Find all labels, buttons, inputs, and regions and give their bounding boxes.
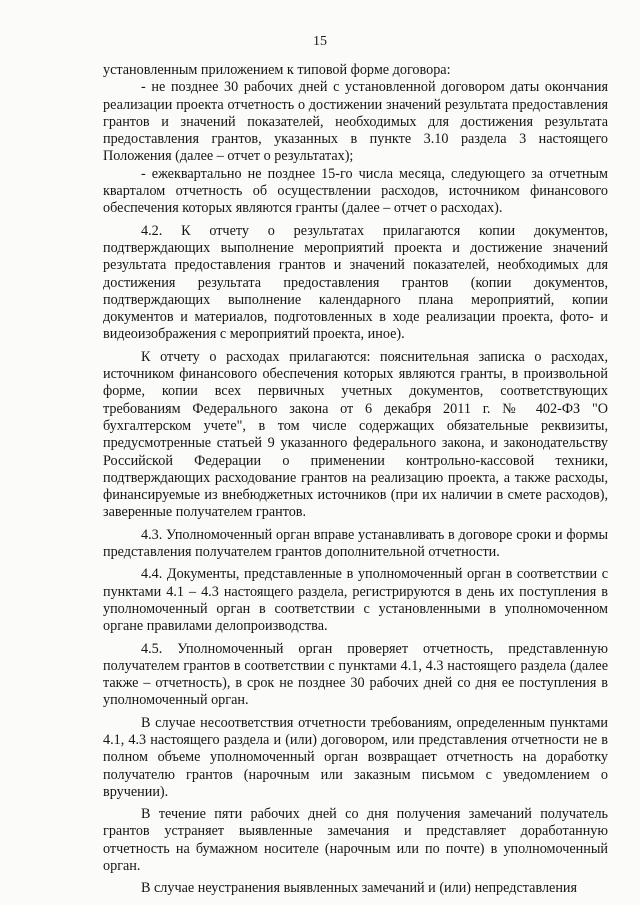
paragraph-five-days: В течение пяти рабочих дней со дня получения замечаний получатель грантов устраняет выявленные замечания и представляет доработанную отчетность на бумажном носителе (нарочным или по почте) в уполномоченный орган.: [103, 806, 608, 875]
paragraph-continuation: установленным приложением к типовой форме договора:: [103, 62, 451, 78]
paragraph-expense-report: - ежеквартально не позднее 15-го числа месяца, следующего за отчетным кварталом отчетность об осуществлении расходов, источником финансового обеспечения которых являются гранты (далее – отчет о расходах).: [103, 165, 608, 217]
paragraph-expense-attachments: К отчету о расходах прилагаются: пояснительная записка о расходах, источником финансового обеспечения которых являются гранты, в произвольной форме, копии всех первичных учетных документов, соответствующих требованиям Федерального закона от 6 декабря 2011 г. № 402-ФЗ "О бухгалтерском учете", в том числе содержащих обязательные реквизиты, предусмотренные статьей 9 указанного федерального закона, и законодательству Российской Федерации о применении контрольно-кассовой техники, подтверждающих расходование грантов на реализацию проекта, а также расходы, финансируемые из внебюджетных источников (при их наличии в смете расходов), заверенные получателем грантов.: [103, 348, 608, 521]
paragraph-4-5: 4.5. Уполномоченный орган проверяет отчетность, представленную получателем грантов в соответствии с пунктами 4.1, 4.3 настоящего раздела (далее также – отчетность), в срок не позднее 30 рабочих дней со дня ее поступления в уполномоченный орган.: [103, 640, 608, 709]
paragraph-results-report: - не позднее 30 рабочих дней с установленной договором даты окончания реализации проекта отчетность о достижении значений результата предоставления грантов и значений показателей, необходимых для достижения результата предоставления грантов, указанных в пункте 3.10 раздела 3 настоящего Положения (далее – отчет о результатах);: [103, 79, 608, 165]
paragraph-4-3: 4.3. Уполномоченный орган вправе устанавливать в договоре сроки и формы представления получателем грантов дополнительной отчетности.: [103, 526, 608, 561]
paragraph-4-4: 4.4. Документы, представленные в уполномоченный орган в соответствии с пунктами 4.1 – 4.3 настоящего раздела, регистрируются в день их поступления в уполномоченный орган в соответствии с установленными в уполномоченном органе правилами делопроизводства.: [103, 566, 608, 635]
paragraph-4-2: 4.2. К отчету о результатах прилагаются копии документов, подтверждающих выполнение мероприятий проекта и достижение значений результата предоставления грантов и значений показателей, необходимых для достижения результата предоставления грантов (копии документов, подтверждающих выполнение календарного плана мероприятий, копии документов и материалов, подготовленных в ходе реализации проекта, фото- и видеоизображения с мероприятий проекта, иное).: [103, 222, 608, 343]
page-number: 15: [313, 34, 327, 49]
paragraph-non-elimination: В случае неустранения выявленных замечаний и (или) непредставления: [141, 880, 578, 897]
paragraph-nonconformity: В случае несоответствия отчетности требованиям, определенным пунктами 4.1, 4.3 настоящего раздела и (или) договором, или представления отчетности не в полном объеме уполномоченный орган возвращает отчетность на доработку получателю грантов (нарочным или заказным письмом с уведомлением о вручении).: [103, 714, 608, 800]
document-body: [103, 62, 608, 898]
